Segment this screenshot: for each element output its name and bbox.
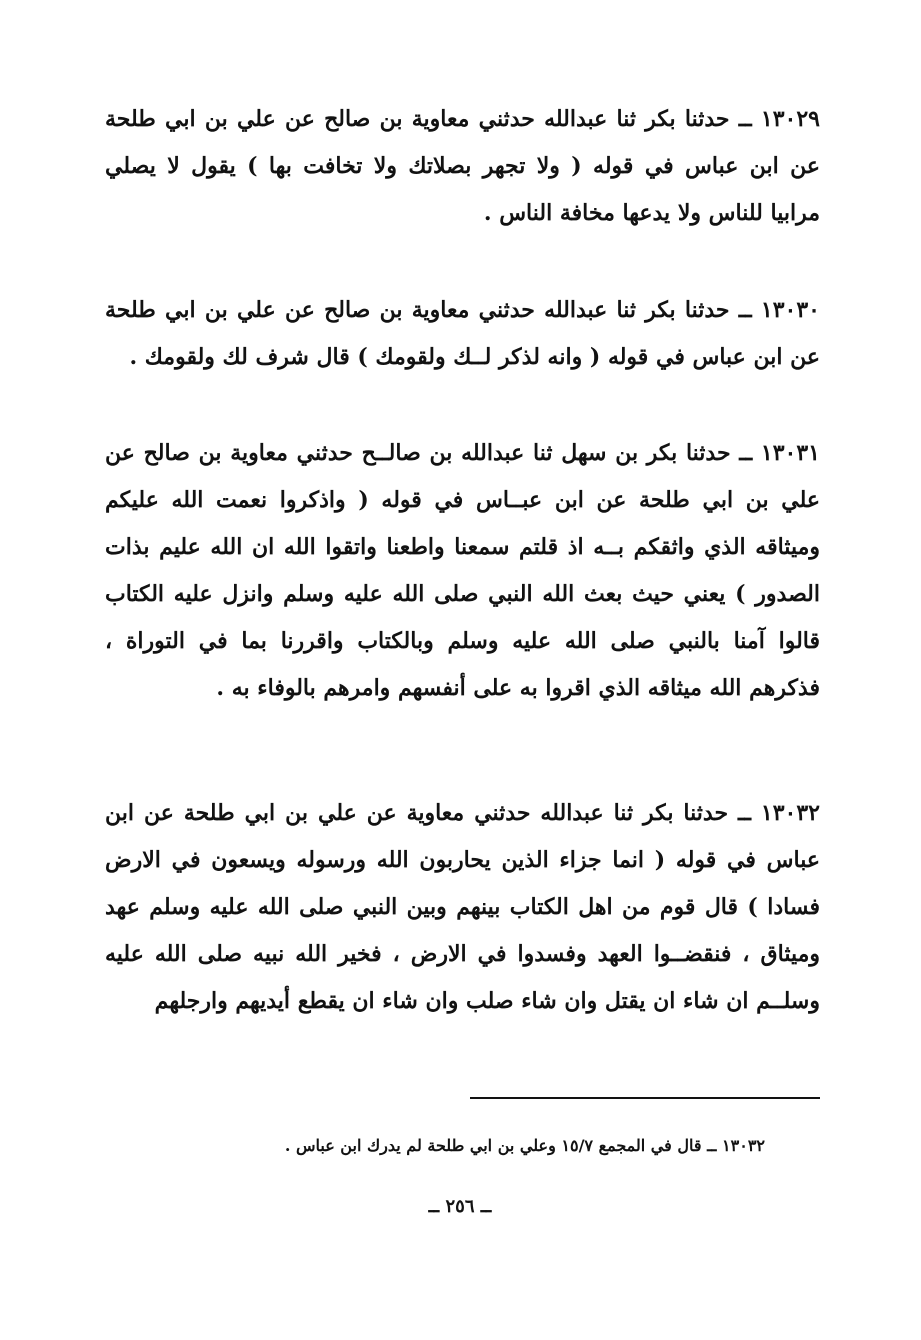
footnote: ١٣٠٣٢ ــ قال في المجمع ١٥/٧ وعلي بن ابي طلحة لم يدرك ابن عباس . xyxy=(284,1136,765,1155)
footnote-divider xyxy=(470,1097,820,1099)
hadith-paragraph-13030: ١٣٠٣٠ ــ حدثنا بكر ثنا عبدالله حدثني معاوية بن صالح عن علي بن ابي طلحة عن ابن عباس في قوله ( وانه لذكر لــك ولقومك ) قال شرف لك ولقومك . xyxy=(105,297,820,370)
page-number: ــ ٢٥٦ ــ xyxy=(428,1196,492,1217)
hadith-paragraph-13032: ١٣٠٣٢ ــ حدثنا بكر ثنا عبدالله حدثني معاوية عن علي بن ابي طلحة عن ابن عباس في قوله ( انما جزاء الذين يحاربون الله ورسوله ويسعون في الارض فسادا ) قال قوم من اهل الكتاب بينهم وبين النبي صلى الله عليه وسلم عهد وميثاق ، فنقضــوا العهد وفسدوا في الارض ، فخير الله نبيه صلى الله عليه وسلــم ان شاء ان يقتل وان شاء صلب وان شاء ان يقطع أيديهم وارجلهم xyxy=(105,800,820,1014)
hadith-paragraph-13029: ١٣٠٢٩ ــ حدثنا بكر ثنا عبدالله حدثني معاوية بن صالح عن علي بن ابي طلحة عن ابن عباس في قوله ( ولا تجهر بصلاتك ولا تخافت بها ) يقول لا يصلي مرابيا للناس ولا يدعها مخافة الناس . xyxy=(105,106,820,226)
hadith-paragraph-13031: ١٣٠٣١ ــ حدثنا بكر بن سهل ثنا عبدالله بن صالــح حدثني معاوية بن صالح عن علي بن ابي طلحة عن ابن عبــاس في قوله ( واذكروا نعمت الله عليكم وميثاقه الذي واثقكم بــه اذ قلتم سمعنا واطعنا واتقوا الله ان الله عليم بذات الصدور ) يعني حيث بعث الله النبي صلى الله عليه وسلم وانزل عليه الكتاب قالوا آمنا بالنبي صلى الله عليه وسلم وبالكتاب واقررنا بما في التوراة ، فذكرهم الله ميثاقه الذي اقروا به على أنفسهم وامرهم بالوفاء به . xyxy=(105,440,820,701)
